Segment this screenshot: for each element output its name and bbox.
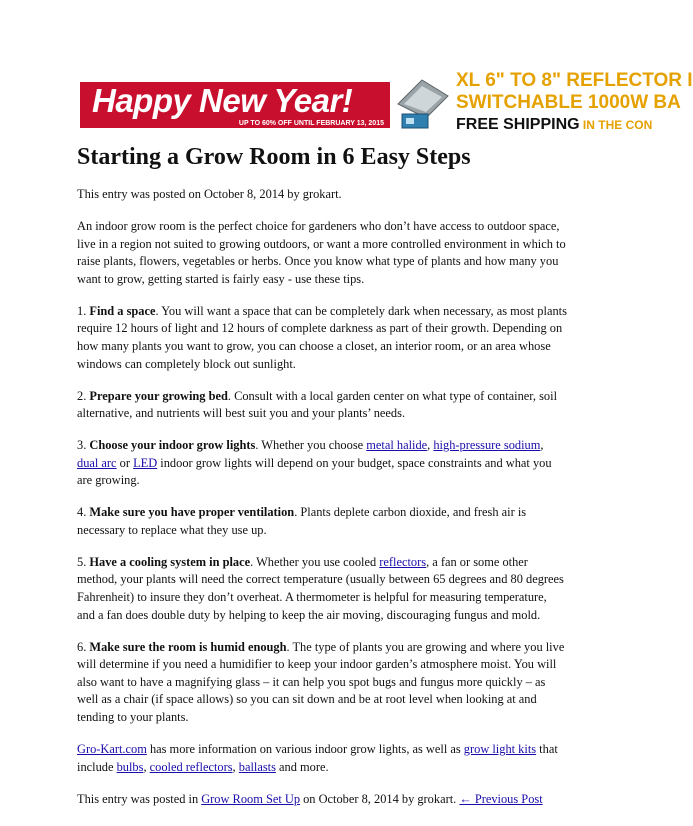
step-text: . Whether you choose — [255, 438, 367, 453]
more-text: and more. — [275, 759, 329, 774]
step-number: 3. — [77, 438, 90, 453]
category-link[interactable]: Grow Room Set Up — [201, 791, 301, 806]
step-text: . The type of plants you are growing and where you live will determine if you need a humidifier to keep your indoor garden’s atmosphere moist. You will also want to have a magnifying glass – it can help you spot bugs and fungus more quickly – as well as a chair (if space allows) so you can sit down and be at root level when looking at and tending to your plants. — [77, 639, 565, 724]
cooled-reflectors-link[interactable]: cooled reflectors — [149, 759, 233, 774]
more-text: has more information on various indoor grow lights, as well as — [146, 741, 464, 756]
step-text: , — [540, 438, 544, 453]
step-1 — [77, 303, 567, 373]
reflectors-link[interactable]: reflectors — [379, 554, 427, 569]
more-text: , — [143, 759, 150, 774]
grow-light-kits-link[interactable]: grow light kits — [463, 741, 537, 756]
footer-text: on October 8, 2014 by grokart. — [300, 791, 460, 806]
step-heading: Have a cooling system in place — [89, 554, 251, 569]
step-heading: Make sure the room is humid enough — [89, 639, 287, 654]
step-6 — [77, 639, 567, 727]
step-number: 5. — [77, 554, 90, 569]
step-heading: Choose your indoor grow lights — [89, 438, 256, 453]
intro-paragraph: An indoor grow room is the perfect choice for gardeners who don’t have access to outdoor space, live in a region not suited to growing outdoors, or want a more controlled environment in which to raise plants, flowers, vegetables or herbs. Once you know what type of plants and how many you want to grow, getting started is fairly easy - use these tips. — [77, 218, 566, 286]
promo-line-3 — [456, 116, 652, 134]
step-3 — [77, 437, 567, 490]
previous-post-link[interactable]: ← Previous Post — [459, 791, 543, 806]
led-link[interactable]: LED — [133, 455, 158, 470]
step-text: indoor grow lights will depend on your budget, space constraints and what you are growing. — [77, 455, 552, 488]
step-text: . Whether you use cooled — [250, 554, 380, 569]
footer-text: This entry was posted in — [77, 791, 202, 806]
bulbs-link[interactable]: bulbs — [116, 759, 144, 774]
step-2 — [77, 388, 567, 423]
promo-banner[interactable] — [80, 68, 693, 138]
ballasts-link[interactable]: ballasts — [238, 759, 276, 774]
step-5 — [77, 554, 567, 624]
high-pressure-sodium-link[interactable]: high-pressure sodium — [433, 438, 541, 453]
promo-line-3-tail: IN THE CON — [579, 118, 653, 132]
promo-line-1: XL 6" TO 8" REFLECTOR I — [456, 70, 693, 91]
step-text: . You will want a space that can be completely dark when necessary, as most plants require 12 hours of light and 12 hours of complete darkness as part of their growth. Depending on how many plants you want to grow, you can choose a closet, an interior room, or an area whose windows can completely block out sunlight. — [77, 303, 567, 371]
step-text: . Plants deplete carbon dioxide, and fresh air is necessary to replace what they use up. — [77, 505, 527, 537]
more-text: , — [232, 759, 239, 774]
step-4 — [77, 504, 567, 539]
step-heading: Prepare your growing bed — [89, 388, 228, 403]
step-number: 2. — [77, 388, 90, 403]
step-number: 6. — [77, 639, 90, 654]
step-text: or — [116, 455, 134, 470]
step-heading: Make sure you have proper ventilation — [89, 505, 295, 520]
step-text: , a fan or some other method, your plants will need the correct temperature (usually between 65 degrees and 80 degrees Fahrenheit) to insure they don’t overheat. A thermometer is helpful for measuring temperature, and a fan does double duty by helping to keep the air moving, discouraging fungus and mold. — [77, 554, 564, 622]
step-text: , — [427, 438, 434, 453]
step-number: 4. — [77, 505, 90, 520]
step-text: . Consult with a local garden center on what type of container, soil alternative, and nutrients will best suit you and your plants’ needs. — [77, 388, 558, 421]
step-heading: Find a space — [89, 303, 156, 318]
happy-new-year-badge — [80, 82, 390, 128]
more-text: that include — [77, 741, 558, 774]
step-number: 1. — [77, 303, 90, 318]
article-title: Starting a Grow Room in 6 Easy Steps — [77, 144, 471, 170]
reflector-product-icon — [392, 74, 452, 132]
banner-headline: Happy New Year! — [92, 82, 353, 119]
entry-footer — [77, 791, 567, 809]
free-shipping-label: FREE SHIPPING — [456, 116, 580, 133]
promo-line-2: SWITCHABLE 1000W BA — [456, 92, 681, 113]
byline: This entry was posted on October 8, 2014 by grokart. — [77, 187, 342, 201]
gro-kart-link[interactable]: Gro-Kart.com — [77, 741, 147, 756]
article-body — [77, 186, 567, 823]
metal-halide-link[interactable]: metal halide — [366, 438, 428, 453]
more-info-paragraph — [77, 741, 567, 776]
banner-subline: UP TO 60% OFF UNTIL FEBRUARY 13, 2015 — [238, 120, 384, 127]
dual-arc-link[interactable]: dual arc — [77, 455, 117, 470]
